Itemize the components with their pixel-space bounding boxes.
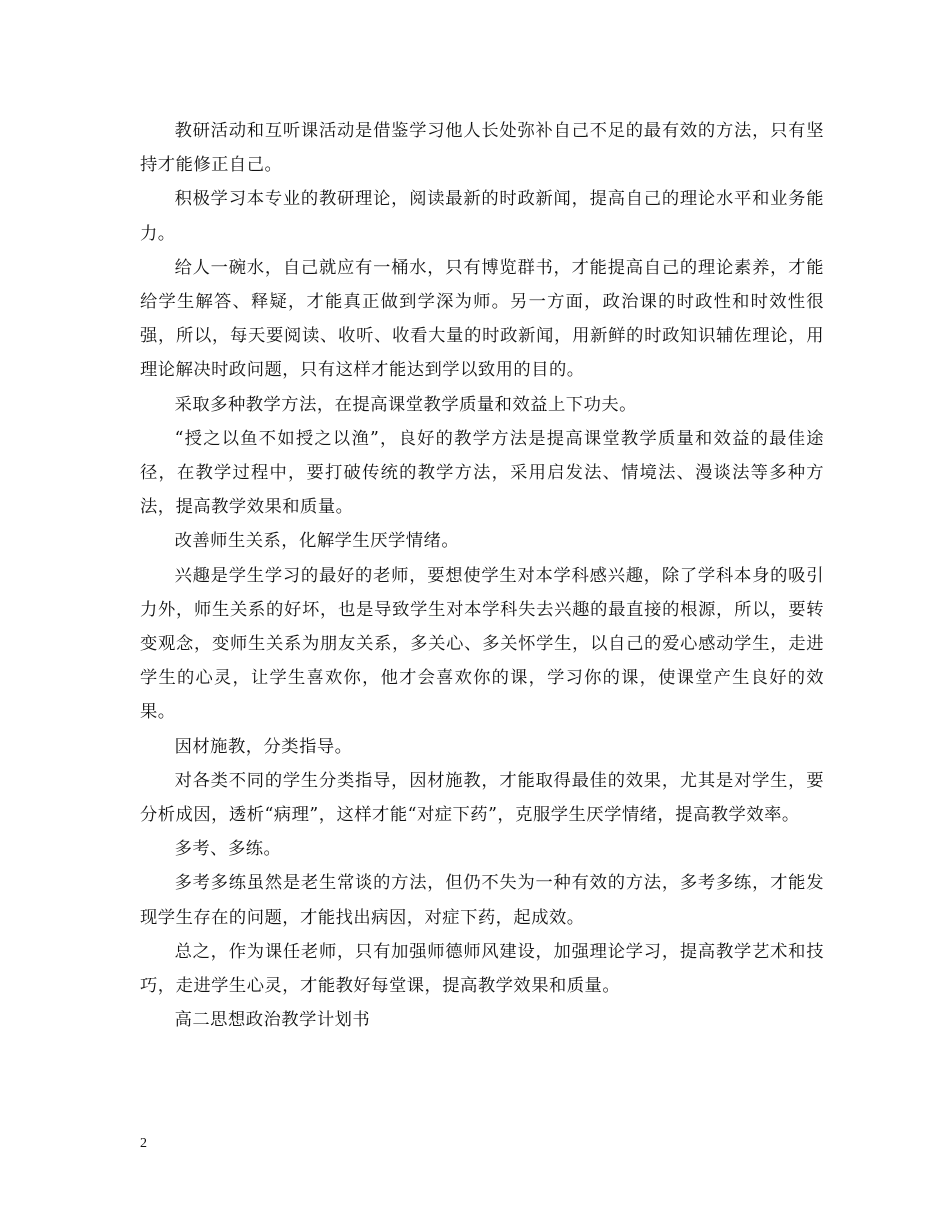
paragraph: 多考多练虽然是老生常谈的方法，但仍不失为一种有效的方法，多考多练，才能发现学生存在的问题，才能找出病因，对症下药，起成效。 [140, 873, 824, 928]
paragraph: 给人一碗水，自己就应有一桶水，只有博览群书，才能提高自己的理论素养，才能给学生解答、释疑，才能真正做到学深为师。另一方面，政治课的时政性和时效性很强，所以，每天要阅读、收听、收看大量的时政新闻，用新鲜的时政知识辅佐理论，用理论解决时政问题，只有这样才能达到学以致用的目的。 [140, 257, 824, 381]
document-body [140, 114, 824, 1037]
paragraph: 采取多种教学方法，在提高课堂教学质量和效益上下功夫。 [174, 394, 637, 415]
paragraph: 教研活动和互听课活动是借鉴学习他人长处弥补自己不足的最有效的方法，只有坚持才能修正自己。 [140, 121, 824, 176]
paragraph: 改善师生关系，化解学生厌学情绪。 [174, 531, 460, 552]
section-heading: 高二思想政治教学计划书 [174, 1010, 371, 1031]
paragraph: “授之以鱼不如授之以渔”，良好的教学方法是提高课堂教学质量和效益的最佳途径，在教学过程中，要打破传统的教学方法，采用启发法、情境法、漫谈法等多种方法，提高教学效果和质量。 [140, 428, 824, 518]
page-number: 2 [140, 1136, 147, 1151]
paragraph: 多考、多练。 [174, 839, 282, 860]
paragraph: 兴趣是学生学习的最好的老师，要想使学生对本学科感兴趣，除了学科本身的吸引力外，师生关系的好坏，也是导致学生对本学科失去兴趣的最直接的根源，所以，要转变观念，变师生关系为朋友关系，多关心、多关怀学生，以自己的爱心感动学生，走进学生的心灵，让学生喜欢你，他才会喜欢你的课，学习你的课，使课堂产生良好的效果。 [140, 565, 824, 723]
paragraph: 对各类不同的学生分类指导，因材施教，才能取得最佳的效果，尤其是对学生，要分析成因，透析“病理”，这样才能“对症下药”，克服学生厌学情绪，提高教学效率。 [140, 770, 824, 826]
paragraph: 因材施教，分类指导。 [174, 736, 353, 757]
paragraph: 总之，作为课任老师，只有加强师德师风建设，加强理论学习，提高教学艺术和技巧，走进学生心灵，才能教好每堂课，提高教学效果和质量。 [140, 941, 824, 997]
paragraph: 积极学习本专业的教研理论，阅读最新的时政新闻，提高自己的理论水平和业务能力。 [140, 189, 824, 244]
